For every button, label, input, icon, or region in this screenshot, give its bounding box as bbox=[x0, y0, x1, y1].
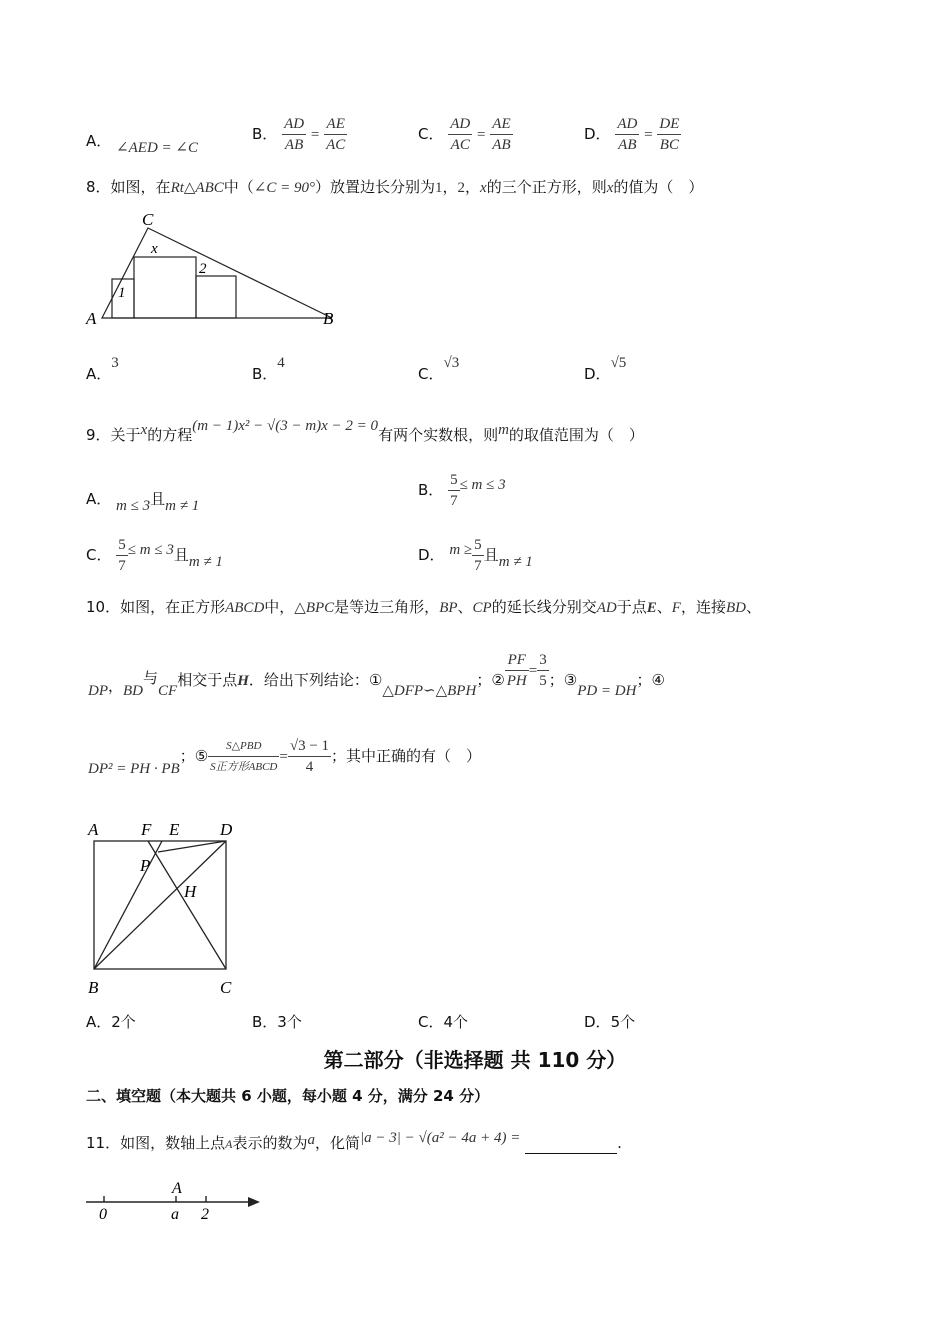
stem-text: 的方程 bbox=[147, 426, 193, 444]
stem-text: ， bbox=[442, 178, 458, 196]
square-two bbox=[196, 276, 236, 318]
stem-text: ；其中正确的有（ ） bbox=[331, 747, 482, 765]
fraction bbox=[615, 114, 639, 155]
math: a bbox=[307, 1132, 315, 1148]
fraction bbox=[282, 114, 306, 155]
stem-text: 如图，在 bbox=[110, 178, 171, 196]
math: BP bbox=[439, 600, 458, 616]
stem-text: ， bbox=[108, 677, 124, 695]
label-two: 2 bbox=[201, 1206, 209, 1223]
q7-option-a-expr: ∠AED = ∠C bbox=[116, 140, 198, 156]
option-label: B． bbox=[252, 125, 278, 143]
label-b: B bbox=[323, 309, 334, 328]
denominator: AB bbox=[284, 137, 304, 153]
math: ABCD bbox=[225, 600, 265, 616]
math: DP bbox=[88, 683, 108, 699]
question-number: 11． bbox=[86, 1134, 121, 1152]
q8-option-a bbox=[86, 355, 119, 385]
denominator: PH bbox=[506, 673, 527, 689]
label-p: P bbox=[140, 856, 151, 875]
stem-text: 、 bbox=[457, 598, 473, 616]
stem-text: 如图，数轴上点 bbox=[120, 1134, 226, 1152]
option-label: D． bbox=[584, 365, 611, 383]
math: 1 bbox=[435, 180, 443, 196]
option-label: A． bbox=[86, 132, 112, 150]
math: A bbox=[225, 1137, 233, 1151]
fraction bbox=[472, 535, 484, 576]
math: x bbox=[480, 180, 487, 196]
option-value: 5个 bbox=[610, 1013, 636, 1031]
stem-text: 且 bbox=[150, 490, 166, 508]
line-be bbox=[94, 841, 162, 969]
math: (m − 1)x² − √(3 − m)x − 2 = 0 bbox=[192, 418, 379, 434]
question-number: 8． bbox=[86, 178, 111, 196]
label-two: 2 bbox=[199, 261, 207, 277]
math: = bbox=[528, 663, 538, 679]
math: |a − 3| − √(a² − 4a + 4) = bbox=[359, 1130, 521, 1146]
option-value: 2个 bbox=[111, 1013, 136, 1031]
math: m ≠ 1 bbox=[498, 554, 533, 570]
fraction bbox=[537, 650, 549, 691]
q10-stem-line3 bbox=[88, 736, 481, 786]
numerator: DE bbox=[657, 114, 681, 135]
option-label: D． bbox=[584, 125, 611, 143]
q10-stem-line2 bbox=[88, 646, 665, 699]
option-label: B． bbox=[252, 1013, 278, 1031]
fraction bbox=[505, 650, 529, 691]
option-label: C． bbox=[86, 546, 112, 564]
stem-text: ．给出下列结论：① bbox=[248, 671, 383, 689]
label-zero: 0 bbox=[99, 1206, 107, 1223]
math: BD bbox=[725, 600, 746, 616]
numerator: 5 bbox=[472, 535, 484, 556]
label-a: a bbox=[171, 1206, 179, 1223]
triangle-abc bbox=[102, 228, 332, 318]
stem-text: ， bbox=[465, 178, 481, 196]
q10-option-a bbox=[86, 1012, 136, 1032]
label-one: 1 bbox=[118, 285, 126, 301]
numerator: AD bbox=[615, 114, 639, 135]
stem-text: ，连接 bbox=[680, 598, 726, 616]
stem-text: 且 bbox=[483, 546, 499, 564]
q8-option-b bbox=[252, 355, 285, 385]
q9-stem bbox=[86, 418, 644, 446]
stem-text: ，化简 bbox=[314, 1134, 360, 1152]
fraction bbox=[490, 114, 512, 155]
option-label: A． bbox=[86, 490, 112, 508]
q11-stem bbox=[86, 1130, 622, 1154]
math: F bbox=[671, 600, 681, 616]
stem-text: ；④ bbox=[636, 671, 665, 689]
math: = bbox=[279, 749, 288, 765]
fraction bbox=[657, 114, 681, 155]
math: m bbox=[498, 422, 509, 438]
question-number: 9． bbox=[86, 426, 111, 444]
math: DP² = PH · PB bbox=[88, 761, 180, 777]
label-x: x bbox=[151, 241, 158, 257]
math: Rt△ABC bbox=[170, 180, 224, 196]
math: ≤ m ≤ 3 bbox=[459, 477, 506, 493]
denominator: S正方形ABCD bbox=[210, 761, 278, 773]
stem-text: 中（ bbox=[223, 178, 254, 196]
stem-text: 、 bbox=[745, 598, 761, 616]
arrow-icon bbox=[248, 1197, 260, 1207]
math: H bbox=[237, 673, 249, 689]
math: x bbox=[140, 422, 148, 438]
stem-text: 相交于点 bbox=[177, 671, 238, 689]
numerator: 5 bbox=[448, 470, 460, 491]
label-a: A bbox=[88, 820, 99, 839]
option-label: C． bbox=[418, 365, 444, 383]
denominator: AC bbox=[450, 137, 470, 153]
stem-text: 的取值范围为（ ） bbox=[508, 426, 644, 444]
q9-option-d bbox=[418, 535, 533, 576]
stem-text: 中， bbox=[264, 598, 295, 616]
fraction bbox=[116, 535, 128, 576]
option-value: 4 bbox=[277, 355, 285, 371]
numerator: 3 bbox=[537, 650, 549, 671]
option-value: √3 bbox=[443, 355, 460, 371]
stem-text: 的值为（ ） bbox=[613, 178, 704, 196]
q8-option-d bbox=[584, 355, 627, 385]
numerator: AD bbox=[282, 114, 306, 135]
square-x bbox=[134, 257, 196, 318]
stem-text: ；② bbox=[476, 671, 505, 689]
math: PD = DH bbox=[577, 683, 637, 699]
math: △DFP∽△BPH bbox=[382, 683, 477, 699]
fraction bbox=[208, 736, 279, 777]
numerator: AE bbox=[490, 114, 512, 135]
math: CF bbox=[158, 683, 178, 699]
option-label: C． bbox=[418, 1013, 444, 1031]
stem-text: 与 bbox=[143, 669, 159, 687]
q8-stem bbox=[86, 177, 703, 198]
q8-option-c bbox=[418, 355, 460, 385]
answer-blank[interactable] bbox=[525, 1139, 617, 1154]
math: △BPC bbox=[294, 600, 335, 616]
option-value: √5 bbox=[610, 355, 627, 371]
label-e: E bbox=[169, 820, 180, 839]
q10-stem-line1 bbox=[86, 597, 761, 618]
option-value: 3个 bbox=[277, 1013, 302, 1031]
stem-text: ；③ bbox=[548, 671, 578, 689]
numerator: AD bbox=[448, 114, 472, 135]
stem-text: . bbox=[617, 1134, 622, 1152]
stem-text: 是等边三角形， bbox=[334, 598, 440, 616]
denominator: 5 bbox=[539, 673, 547, 689]
denominator: 7 bbox=[474, 558, 482, 574]
option-label: D． bbox=[418, 546, 445, 564]
stem-text: 于点 bbox=[616, 598, 647, 616]
q7-option-b: B． $\frac{AD}{AB}$ = $\frac{AE}{AC}$ bbox=[252, 116, 346, 153]
question-number: 10． bbox=[86, 598, 121, 616]
section-heading: 二、填空题（本大题共 6 小题，每小题 4 分，满分 24 分） bbox=[86, 1087, 490, 1105]
denominator: BC bbox=[659, 137, 679, 153]
numerator: √3 − 1 bbox=[288, 736, 331, 757]
stem-text: ）放置边长分别为 bbox=[314, 178, 435, 196]
numerator: AE bbox=[324, 114, 347, 135]
label-c: C bbox=[142, 210, 154, 229]
label-h: H bbox=[184, 882, 197, 901]
denominator: 4 bbox=[305, 759, 314, 775]
denominator: AB bbox=[492, 137, 511, 153]
option-label: B． bbox=[252, 365, 278, 383]
option-label: A． bbox=[86, 1013, 112, 1031]
denominator: AC bbox=[326, 137, 346, 153]
q9-option-b bbox=[418, 470, 506, 511]
label-c: C bbox=[220, 978, 232, 997]
option-label: B． bbox=[418, 481, 444, 499]
part2-title: 第二部分（非选择题 共 110 分） bbox=[323, 1048, 627, 1072]
option-value: 3 bbox=[111, 355, 119, 371]
denominator: AB bbox=[618, 137, 637, 153]
numerator: S△PBD bbox=[208, 736, 279, 757]
q9-option-c bbox=[86, 535, 223, 576]
q7-option-a bbox=[86, 131, 198, 156]
q10-option-b bbox=[252, 1012, 302, 1032]
label-point-a: A bbox=[172, 1180, 182, 1197]
label-d: D bbox=[220, 820, 233, 839]
fraction bbox=[288, 736, 331, 777]
math: CP bbox=[472, 600, 492, 616]
stem-text: 关于 bbox=[110, 426, 141, 444]
q10-option-d bbox=[584, 1012, 635, 1032]
q7-option-c: C． $\frac{AD}{AC}$ = $\frac{AE}{AB}$ bbox=[418, 116, 511, 153]
stem-text: 且 bbox=[173, 546, 189, 564]
math: E bbox=[646, 600, 657, 616]
numerator: PF bbox=[505, 650, 529, 671]
math: m ≠ 1 bbox=[165, 498, 200, 514]
stem-text: 、 bbox=[656, 598, 672, 616]
math: m ≠ 1 bbox=[188, 554, 223, 570]
math: AD bbox=[596, 600, 617, 616]
q9-option-a bbox=[86, 489, 200, 514]
stem-text: 表示的数为 bbox=[232, 1134, 308, 1152]
math: m ≥ bbox=[449, 542, 473, 558]
label-f: F bbox=[141, 820, 152, 839]
stem-text: 有两个实数根，则 bbox=[378, 426, 499, 444]
q11-number-line bbox=[80, 1175, 270, 1225]
q10-option-c bbox=[418, 1012, 468, 1032]
fraction bbox=[448, 114, 472, 155]
label-a: A bbox=[86, 309, 97, 328]
math: ∠C = 90° bbox=[253, 180, 315, 196]
q8-triangle-figure bbox=[80, 205, 350, 335]
option-label: D． bbox=[584, 1013, 611, 1031]
math: x bbox=[606, 180, 614, 196]
stem-text: 的三个正方形，则 bbox=[486, 178, 607, 196]
math: m ≤ 3 bbox=[116, 498, 151, 514]
denominator: 7 bbox=[118, 558, 126, 574]
stem-text: 的延长线分别交 bbox=[491, 598, 597, 616]
q7-option-d: D． $\frac{AD}{AB}$ = $\frac{DE}{BC}$ bbox=[584, 116, 680, 153]
math: ≤ m ≤ 3 bbox=[127, 542, 174, 558]
fraction bbox=[448, 470, 460, 511]
q10-square-figure bbox=[80, 815, 250, 1000]
option-label: A． bbox=[86, 365, 112, 383]
denominator: 7 bbox=[450, 493, 458, 509]
numerator: 5 bbox=[116, 535, 128, 556]
fraction bbox=[324, 114, 347, 155]
option-value: 4个 bbox=[443, 1013, 469, 1031]
math: 2 bbox=[457, 180, 466, 196]
label-b: B bbox=[88, 978, 99, 997]
math: BD bbox=[123, 683, 144, 699]
stem-text: ；⑤ bbox=[179, 747, 209, 765]
option-label: C． bbox=[418, 125, 444, 143]
stem-text: 如图，在正方形 bbox=[120, 598, 226, 616]
